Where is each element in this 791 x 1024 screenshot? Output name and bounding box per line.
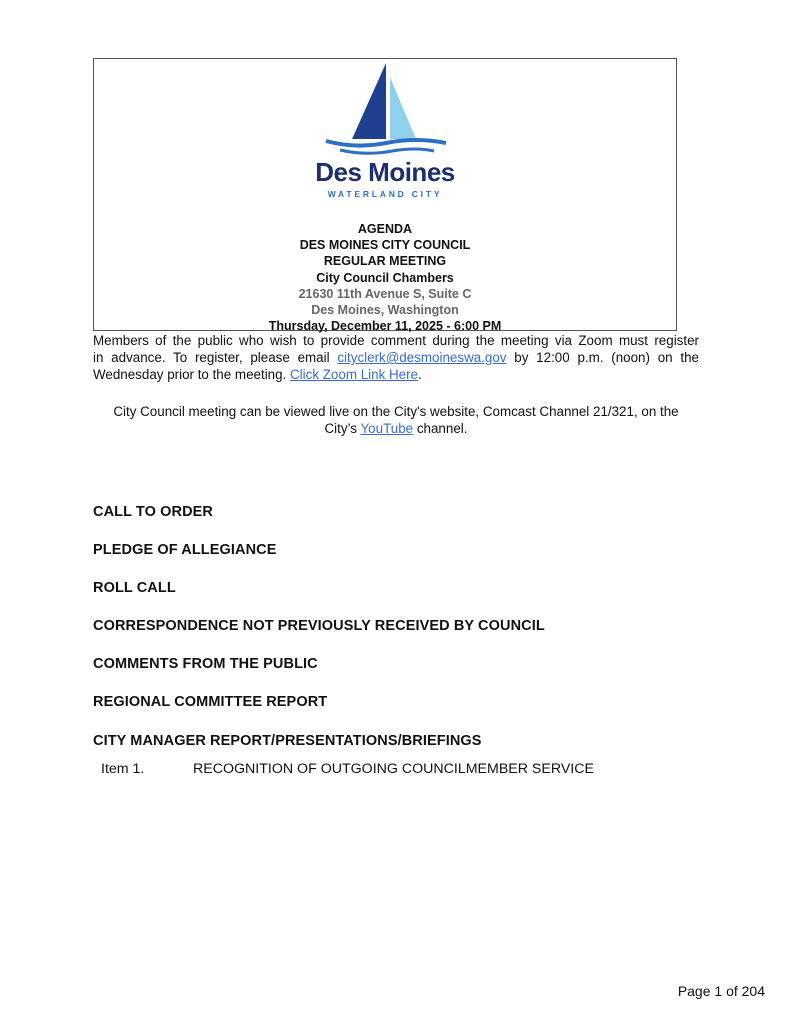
sailboat-icon [94,61,678,155]
meeting-city: Des Moines, Washington [311,303,459,318]
section-correspondence: CORRESPONDENCE NOT PREVIOUSLY RECEIVED BY COUNCIL [93,618,545,634]
notice-text: Wednesday prior to the meeting. [93,367,291,382]
notice-line-1: Members of the public who wish to provide comment during the meeting via Zoom must register [93,333,699,348]
section-public-comments: COMMENTS FROM THE PUBLIC [93,656,318,672]
section-regional-report: REGIONAL COMMITTEE REPORT [93,694,328,710]
meeting-location: City Council Chambers [316,270,454,285]
agenda-label: AGENDA [357,222,413,236]
item-title: RECOGNITION OF OUTGOING COUNCILMEMBER SERVICE [193,761,594,777]
notice-text: by 12:00 p.m. (noon) on the [506,350,699,365]
viewing-line-2 [80,420,712,437]
meeting-type: REGULAR MEETING [323,254,447,269]
section-call-to-order: CALL TO ORDER [93,504,213,520]
meeting-datetime: Thursday, December 11, 2025 - 6:00 PM [268,319,502,334]
notice-text: . [418,367,422,382]
agenda-header-box [93,58,677,334]
clerk-email-link[interactable]: cityclerk@desmoineswa.gov [337,350,507,365]
section-pledge: PLEDGE OF ALLEGIANCE [93,542,277,558]
agenda-item[interactable] [101,761,594,777]
viewing-text: City’s [324,421,361,436]
notice-line-2 [93,349,699,366]
youtube-link[interactable]: YouTube [360,421,414,436]
agenda-title-block [94,221,676,334]
section-roll-call: ROLL CALL [93,580,176,596]
zoom-link[interactable]: Click Zoom Link Here [290,367,419,382]
notice-line-3 [93,366,699,383]
viewing-notice [80,403,712,437]
page-number: Page 1 of 204 [677,983,765,999]
council-name: DES MOINES CITY COUNCIL [299,238,471,253]
logo-tagline: WATERLAND CITY [327,189,443,199]
city-logo [94,61,676,155]
viewing-text: channel. [413,421,468,436]
logo-brand-name: Des Moines [315,157,455,187]
item-number: Item 1. [101,761,145,777]
notice-text: in advance. To register, please email [93,350,338,365]
viewing-line-1: City Council meeting can be viewed live on the City's website, Comcast Channel 21/321, on the [113,404,679,419]
section-city-manager-report: CITY MANAGER REPORT/PRESENTATIONS/BRIEFINGS [93,733,482,749]
public-comment-notice [93,332,699,383]
meeting-address: 21630 11th Avenue S, Suite C [298,286,472,301]
